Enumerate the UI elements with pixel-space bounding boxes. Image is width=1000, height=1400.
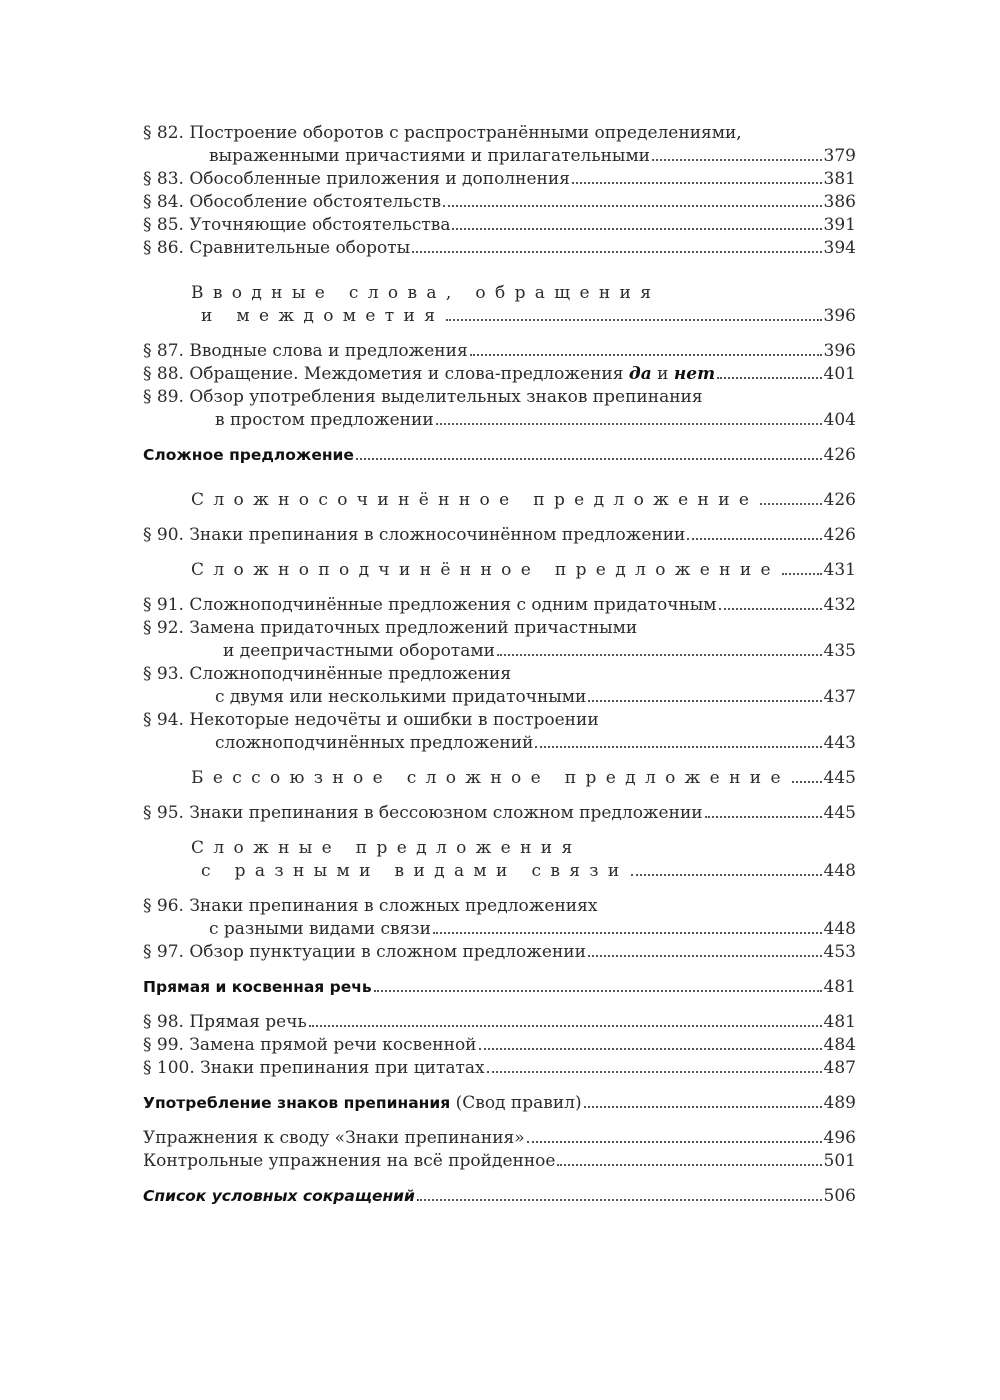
entry-title: § 96. Знаки препинания в сложных предложениях: [143, 896, 598, 916]
subsection-heading-line1: [143, 282, 856, 305]
entry-title: § 92. Замена придаточных предложений причастными: [143, 618, 638, 638]
dot-leader: [470, 354, 822, 356]
toc-entry-100[interactable]: [143, 1057, 856, 1080]
page-number: 396: [823, 306, 856, 326]
page-number: 379: [823, 146, 856, 166]
page-number: 426: [823, 445, 856, 465]
dot-leader: [446, 319, 821, 321]
entry-title: § 90. Знаки препинания в сложносочинённом предложении: [143, 525, 686, 545]
page-number: 481: [823, 1012, 856, 1032]
section-heading-upotreblenie[interactable]: [143, 1092, 856, 1115]
dot-leader: [792, 781, 822, 783]
page-number: 481: [823, 977, 856, 997]
page-number: 501: [823, 1151, 856, 1171]
subsection-heading-bsp[interactable]: [143, 767, 856, 790]
table-of-contents: [143, 122, 856, 1208]
entry-title: с разными видами связи: [209, 919, 431, 939]
page-number: 445: [823, 803, 856, 823]
subsection-title: Сложноподчинённое предложение: [191, 560, 780, 580]
entry-title: § 99. Замена прямой речи косвенной: [143, 1035, 477, 1055]
toc-entry-96-line1: [143, 895, 856, 918]
dot-leader: [631, 874, 822, 876]
dot-leader: [760, 503, 821, 505]
toc-entry-86[interactable]: [143, 237, 856, 260]
page-number: 426: [823, 525, 856, 545]
toc-entry-93[interactable]: [143, 686, 856, 709]
toc-entry-94-line1: [143, 709, 856, 732]
dot-leader: [588, 700, 821, 702]
subsection-heading-ssp[interactable]: [143, 489, 856, 512]
toc-entry-exercises-svod[interactable]: [143, 1127, 856, 1150]
entry-title: Упражнения к своду «Знаки препинания»: [143, 1128, 525, 1148]
section-heading-slozhnoe[interactable]: [143, 444, 856, 467]
dot-leader: [705, 816, 822, 818]
entry-title: § 98. Прямая речь: [143, 1012, 307, 1032]
entry-title: Контрольные упражнения на всё пройденное: [143, 1151, 556, 1171]
toc-entry-95[interactable]: [143, 802, 856, 825]
toc-entry-84[interactable]: [143, 191, 856, 214]
toc-entry-85[interactable]: [143, 214, 856, 237]
dot-leader: [572, 182, 822, 184]
page-number: 489: [823, 1093, 856, 1113]
page-number: 453: [823, 942, 856, 962]
dot-leader: [717, 377, 821, 379]
toc-entry-82-line1: [143, 122, 856, 145]
section-title-note: (Свод правил): [450, 1093, 582, 1113]
toc-entry-92[interactable]: [143, 640, 856, 663]
subsection-heading-raznye-line1: [143, 837, 856, 860]
dot-leader: [374, 990, 822, 992]
entry-title: § 84. Обособление обстоятельств: [143, 192, 442, 212]
entry-title: в простом предложении: [215, 410, 434, 430]
entry-title: § 91. Сложноподчинённые предложения с одним придаточным: [143, 595, 717, 615]
dot-leader: [584, 1106, 822, 1108]
subsection-title: Вводные слова, обращения: [191, 283, 661, 303]
toc-entry-83[interactable]: [143, 168, 856, 191]
entry-title: выраженными причастиями и прилагательными: [209, 146, 651, 166]
page-number: 404: [823, 410, 856, 430]
page-number: 437: [823, 687, 856, 707]
entry-title: и деепричастными оборотами: [223, 641, 495, 661]
dot-leader: [309, 1025, 822, 1027]
dot-leader: [433, 932, 822, 934]
page-number: 401: [823, 364, 856, 384]
page-number: 448: [823, 861, 856, 881]
entry-title-part: и: [651, 364, 674, 384]
subsection-heading-vvodnye[interactable]: [143, 305, 856, 328]
dot-leader: [719, 608, 822, 610]
page-number: 391: [823, 215, 856, 235]
page-number: 396: [823, 341, 856, 361]
subsection-title: с разными видами связи: [201, 861, 629, 881]
dot-leader: [487, 1071, 822, 1073]
page-number: 431: [823, 560, 856, 580]
toc-entry-94[interactable]: [143, 732, 856, 755]
toc-entry-exercises-control[interactable]: [143, 1150, 856, 1173]
dot-leader: [452, 228, 821, 230]
page-number: 435: [823, 641, 856, 661]
dot-leader: [497, 654, 822, 656]
dot-leader: [782, 573, 822, 575]
entry-title: § 100. Знаки препинания при цитатах: [143, 1058, 485, 1078]
entry-title: § 95. Знаки препинания в бессоюзном сложном предложении: [143, 803, 703, 823]
toc-entry-87[interactable]: [143, 340, 856, 363]
toc-entry-89[interactable]: [143, 409, 856, 432]
subsection-heading-raznye[interactable]: [143, 860, 856, 883]
dot-leader: [417, 1199, 822, 1201]
entry-title-part: § 88. Обращение. Междометия и слова-предложения: [143, 364, 629, 384]
toc-entry-96[interactable]: [143, 918, 856, 941]
page-number: 448: [823, 919, 856, 939]
dot-leader: [479, 1048, 822, 1050]
term-net: нет: [673, 364, 716, 384]
page-number: 381: [823, 169, 856, 189]
entry-title: § 93. Сложноподчинённые предложения: [143, 664, 512, 684]
page-number: 445: [823, 768, 856, 788]
page-number: 394: [823, 238, 856, 258]
toc-entry-99[interactable]: [143, 1034, 856, 1057]
entry-title: § 97. Обзор пунктуации в сложном предложении: [143, 942, 586, 962]
section-title: [143, 1092, 582, 1115]
entry-title: § 89. Обзор употребления выделительных знаков препинания: [143, 387, 703, 407]
entry-title: § 82. Построение оборотов с распространёнными определениями,: [143, 123, 742, 143]
entry-title: § 85. Уточняющие обстоятельства: [143, 215, 451, 235]
page-number: 443: [823, 733, 856, 753]
section-title: Прямая и косвенная речь: [143, 978, 372, 996]
dot-leader: [588, 955, 822, 957]
toc-entry-88[interactable]: [143, 363, 856, 386]
toc-entry-93-line1: [143, 663, 856, 686]
dot-leader: [412, 251, 821, 253]
subsection-heading-spp[interactable]: [143, 559, 856, 582]
section-title: Сложное предложение: [143, 446, 354, 464]
dot-leader: [557, 1164, 821, 1166]
toc-entry-97[interactable]: [143, 941, 856, 964]
entry-title: § 83. Обособленные приложения и дополнения: [143, 169, 570, 189]
subsection-title: Сложные предложения: [191, 838, 582, 858]
toc-entry-89-line1: [143, 386, 856, 409]
entry-title: сложноподчинённых предложений: [215, 733, 534, 753]
entry-title: с двумя или несколькими придаточными: [215, 687, 587, 707]
toc-entry-90[interactable]: [143, 524, 856, 547]
section-title-bold: Употребление знаков препинания: [143, 1094, 451, 1112]
dot-leader: [652, 159, 822, 161]
term-da: да: [628, 364, 652, 384]
section-heading-pryamaya[interactable]: [143, 976, 856, 999]
entry-title: § 86. Сравнительные обороты: [143, 238, 411, 258]
toc-entry-98[interactable]: [143, 1011, 856, 1034]
dot-leader: [356, 458, 822, 460]
section-title: Список условных сокращений: [143, 1187, 415, 1205]
entry-title: § 87. Вводные слова и предложения: [143, 341, 468, 361]
dot-leader: [527, 1141, 822, 1143]
page-number: 484: [823, 1035, 856, 1055]
dot-leader: [436, 423, 822, 425]
subsection-title: Бессоюзное сложное предложение: [191, 768, 790, 788]
toc-entry-92-line1: [143, 617, 856, 640]
page-number: 386: [823, 192, 856, 212]
page-number: 426: [823, 490, 856, 510]
page-number: 432: [823, 595, 856, 615]
toc-entry-91[interactable]: [143, 594, 856, 617]
dot-leader: [687, 538, 821, 540]
page-number: 506: [823, 1186, 856, 1206]
subsection-title: Сложносочинённое предложение: [191, 490, 759, 510]
dot-leader: [535, 746, 821, 748]
dot-leader: [443, 205, 821, 207]
page-number: 487: [823, 1058, 856, 1078]
entry-title: [143, 363, 715, 386]
toc-entry-82[interactable]: [143, 145, 856, 168]
page-number: 496: [823, 1128, 856, 1148]
entry-title: § 94. Некоторые недочёты и ошибки в построении: [143, 710, 599, 730]
section-heading-spisok[interactable]: [143, 1185, 856, 1208]
subsection-title: и междометия: [201, 306, 445, 326]
